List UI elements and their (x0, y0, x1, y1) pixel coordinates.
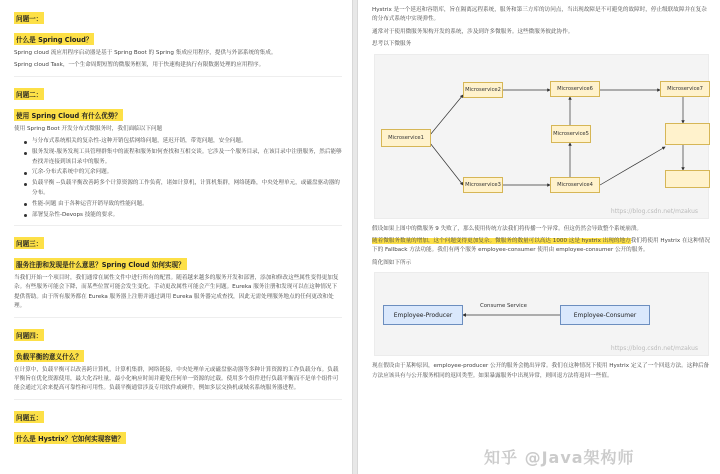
paragraph (372, 237, 710, 256)
paragraph: 在计算中，负载平衡可以改善跨计算机，计算机集群，网络链接，中央处理单元或磁盘驱动器等多种计算资源的工作负载分布。负载平衡旨在优化资源使用，最大化吞吐量，最小化响应时间并避免任何单一资源的过载。使用多个组件进行负载平衡而不是单个组件可能会通过冗余来提高可靠性和可用性。负载平衡通常涉及专用软件或硬件，例如多层交换机或域名系统服务器进程。 (14, 366, 339, 392)
paragraph: Hystrix 是一个延迟和容错库，旨在隔离远程系统，服务和第三方库的访问点，当出现故障是不可避免的故障时，停止级联故障并在复杂的分布式系统中实现弹性。 (372, 7, 707, 23)
paragraph-text: 我们将使用 Hystrix 在这种情况下的 Fallback 方法功能。我们有两个服务 employee-consumer 使用由 employee-consumer 公开的服务。 (372, 238, 710, 254)
divider (14, 399, 342, 400)
question-title: 负载平衡的意义什么？ (14, 350, 84, 362)
list-item: 与分布式系统相关的复杂性-这种开销包括网络问题，延迟开销，带宽问题，安全问题。 (24, 137, 342, 146)
right-document-page (357, 0, 720, 474)
paragraph: 使用 Spring Boot 开发分布式微服务时，我们面临以下问题 (14, 125, 163, 132)
employee-producer-node: Employee-Producer (383, 305, 463, 325)
question-tag: 问题五： (14, 411, 44, 423)
microservice-node: Microservice3 (463, 177, 503, 193)
question-tag: 问题三： (14, 237, 44, 249)
paragraph: 简化图如下所示 (372, 259, 412, 266)
microservice-node-unlabeled (665, 123, 710, 145)
watermark-url: https://blog.csdn.net/mzakus (610, 207, 698, 215)
microservice-node: Microservice1 (381, 129, 431, 147)
divider (14, 76, 342, 77)
question-title: 服务注册和发现是什么意思？Spring Cloud 如何实现？ (14, 258, 187, 270)
zhihu-watermark: 知乎 @Java架构师 (484, 448, 635, 467)
microservice-node-unlabeled (665, 170, 710, 188)
microservice-node: Microservice5 (551, 125, 591, 143)
list-item: 部署复杂性-Devops 技能的要求。 (24, 211, 342, 220)
divider (14, 225, 342, 226)
microservices-diagram (374, 54, 709, 219)
paragraph: Spring cloud Task，一个生命周期短暂的微服务框架，用于快速构建执行有限数据处理的应用程序。 (14, 62, 265, 69)
paragraph: 通常对于使用微服务架构开发的系统，涉及到许多微服务。这些微服务彼此协作。 (372, 28, 574, 35)
question-tag: 问题一： (14, 12, 44, 24)
highlighted-text: 随着微服务数量的增加，这个问题变得更加复杂。微服务的数量可以高达 1000 这是 hystrix 出现的地方 (372, 238, 631, 245)
list-item: 服务发现-服务发现工具管理群集中的流程和服务如何查找和互相交谈。它涉及一个服务目录，在该目录中注册服务，然后能够查找并连接到该目录中的服务。 (24, 148, 342, 167)
left-document-page (0, 0, 353, 474)
question-title: 使用 Spring Cloud 有什么优势？ (14, 109, 123, 121)
question-title: 什么是 Spring Cloud？ (14, 33, 94, 45)
microservice-node: Microservice6 (550, 81, 600, 97)
microservice-node: Microservice4 (550, 177, 600, 193)
list-item: 冗余-分布式系统中的冗余问题。 (24, 168, 342, 177)
paragraph: 当我们开始一个项目时，我们通常在属性文件中进行所有的配置。随着越来越多的服务开发和部署，添加和修改这些属性变得更加复杂。有些服务可能会下降，而某些位置可能会发生变化。手动更改属性可能会产生问题。Eureka 服务注册和发现可以在这种情况下提供帮助。由于所有服务都在 Eureka 服务器上注册并通过调用 Eureka 服务器完成查找，因此无需处理服务地点的任何更改和处理。 (14, 274, 339, 310)
employee-service-diagram (374, 272, 709, 356)
microservice-node: Microservice2 (463, 82, 503, 98)
question-tag: 问题二： (14, 88, 44, 100)
employee-consumer-node: Employee-Consumer (560, 305, 650, 325)
divider (14, 317, 342, 318)
paragraph: 现在假设由于某种原因，employee-producer 公开的服务会抛出异常。我们在这种情况下使用 Hystrix 定义了一个回退方法。这种后备方法应该具有与公开服务相同的返回类型。如果暴露服务中出现异常，则回退方法将返回一些值。 (372, 363, 710, 379)
list-item: 性能-问题 由于各种运营开销导致的性能问题。 (24, 200, 342, 209)
watermark-url: https://blog.csdn.net/mzakus (610, 345, 698, 353)
microservice-node: Microservice7 (660, 81, 710, 97)
arrow-label: Consume Service (480, 303, 527, 310)
question-tag: 问题四： (14, 329, 44, 341)
paragraph: 思考以下微服务 (372, 41, 412, 48)
list-item: 负载平衡 --负载平衡改善跨多个计算资源的工作负荷，诸如计算机，计算机集群，网络链路，中央处理单元，或磁盘驱动器的分布。 (24, 179, 342, 198)
bullet-list (24, 137, 342, 220)
paragraph: 假设如果上图中的微服务 9 失败了，那么使用传统方法我们将传播一个异常。但这仍然会导致整个系统崩溃。 (372, 225, 643, 232)
question-title: 什么是 Hystrix？它如何实现容错？ (14, 432, 126, 444)
paragraph: Spring cloud 流应用程序启动器是基于 Spring Boot 的 Spring 集成应用程序，提供与外部系统的集成。 (14, 50, 277, 56)
